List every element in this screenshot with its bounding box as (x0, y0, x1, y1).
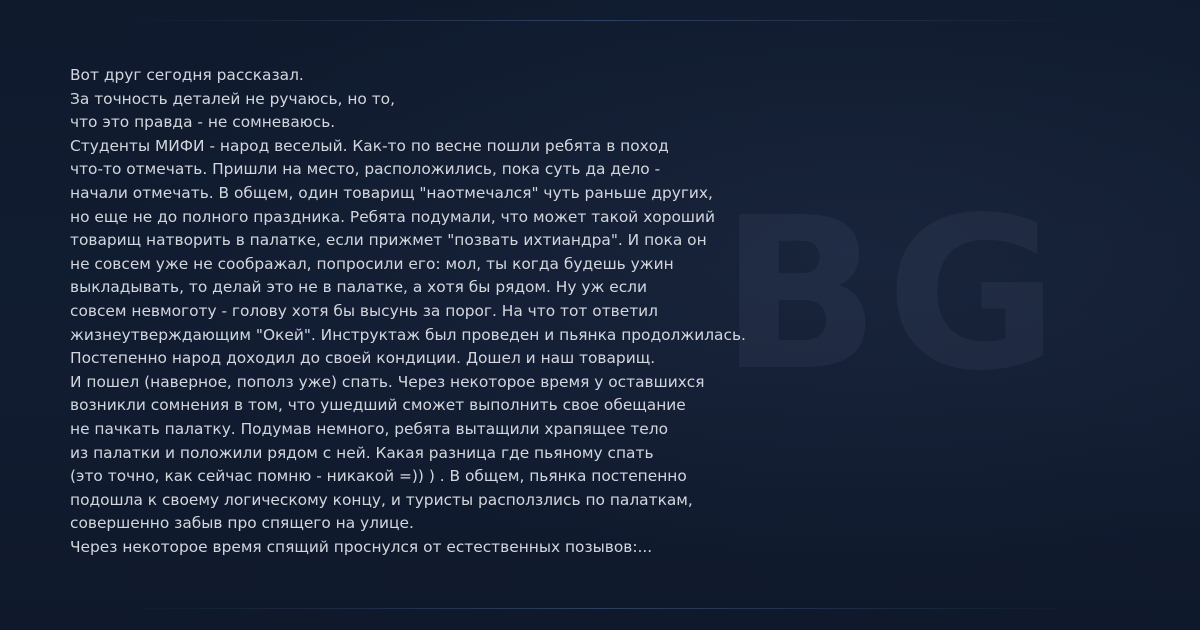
story-line: из палатки и положили рядом с ней. Какая разница где пьяному спать (70, 443, 654, 462)
story-line: выкладывать, то делай это не в палатке, а хотя бы рядом. Ну уж если (70, 278, 648, 297)
story-line: Через некоторое время спящий проснулся от естественных позывов:... (70, 537, 653, 556)
top-divider (120, 20, 1080, 21)
story-line: что это правда - не сомневаюсь. (70, 113, 336, 132)
story-line: начали отмечать. В общем, один товарищ "наотмечался" чуть раньше других, (70, 183, 713, 202)
story-line: не пачкать палатку. Подумав немного, ребята вытащили храпящее тело (70, 419, 669, 438)
story-line: жизнеутверждающим "Окей". Инструктаж был проведен и пьянка продолжилась. (70, 325, 746, 344)
story-line: совершенно забыв про спящего на улице. (70, 514, 414, 533)
story-line: но еще не до полного праздника. Ребята подумали, что может такой хороший (70, 207, 715, 226)
story-text (70, 64, 830, 559)
story-line: Вот друг сегодня рассказал. (70, 66, 304, 84)
story-line: И пошел (наверное, пополз уже) спать. Через некоторое время у оставшихся (70, 372, 705, 391)
story-line: совсем невмоготу - голову хотя бы высунь за порог. На что тот ответил (70, 301, 659, 320)
watermark-logo: BG (720, 172, 1065, 417)
story-line: (это точно, как сейчас помню - никакой =)) ) . В общем, пьянка постепенно (70, 467, 687, 486)
story-line: За точность деталей не ручаюсь, но то, (70, 89, 395, 108)
story-line: возникли сомнения в том, что ушедший сможет выполнить свое обещание (70, 396, 686, 415)
story-line: не совсем уже не соображал, попросили его: мол, ты когда будешь ужин (70, 254, 674, 273)
story-line: Постепенно народ доходил до своей кондиции. Дошел и наш товарищ. (70, 349, 656, 368)
story-line: Студенты МИФИ - народ веселый. Как-то по весне пошли ребята в поход (70, 136, 669, 155)
story-line: товарищ натворить в палатке, если прижмет "позвать ихтиандра". И пока он (70, 231, 707, 250)
story-line: подошла к своему логическому концу, и туристы расползлись по палаткам, (70, 490, 693, 509)
story-line: что-то отмечать. Пришли на место, расположились, пока суть да дело - (70, 160, 661, 179)
bottom-divider (120, 608, 1080, 609)
